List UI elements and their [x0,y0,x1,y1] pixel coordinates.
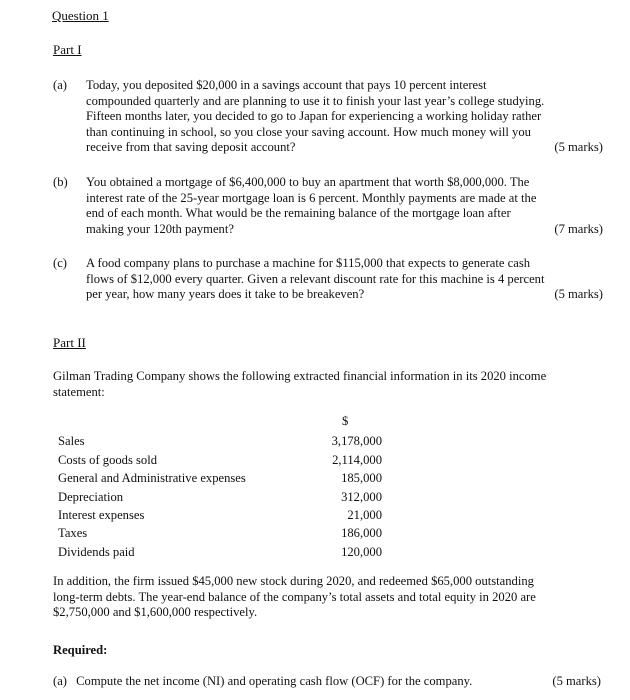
row-label: Interest expenses [58,507,145,522]
financial-table [58,433,382,562]
row-label: Depreciation [58,489,124,504]
text-line: long-term debts. The year-end balance of the company’s total assets and total equity in 2020 are [53,589,536,604]
question-title: Question 1 [52,8,109,23]
part-two-heading: Part II [53,335,86,350]
row-label: Taxes [58,526,88,541]
part-one-heading: Part I [53,42,82,57]
marks-label: (7 marks) [554,221,603,236]
text-line: Gilman Trading Company shows the following extracted financial information in its 2020 income [53,369,547,383]
text-line: end of each month. What would be the remaining balance of the mortgage loan after [86,206,511,221]
table-row [58,451,382,469]
text-line: Fifteen months later, you decided to go to Japan for experiencing a working holiday rather [86,109,542,124]
row-value: 186,000 [341,526,382,541]
item-label: (c) [53,256,67,270]
text-line: In addition, the firm issued $45,000 new stock during 2020, and redeemed $65,000 outstanding [53,574,534,588]
row-label: Sales [58,434,85,449]
text-line: receive from that saving deposit account? [86,140,296,155]
question-item-a [53,78,603,156]
table-row [58,507,382,525]
item-label: (a) [53,674,67,688]
table-row [58,543,382,561]
text-line: $2,750,000 and $1,600,000 respectively. [53,605,258,620]
question-item-c [53,256,603,303]
row-value: 3,178,000 [331,434,382,449]
text-line: statement: [53,384,105,399]
item-label: (a) [53,78,67,92]
row-value: 21,000 [347,507,382,522]
text-line: than continuing in school, so you close your saving account. How much money will you [86,124,531,139]
required-item-a [53,674,601,690]
row-label: General and Administrative expenses [58,471,246,486]
item-label: (b) [53,175,68,189]
marks-label: (5 marks) [552,674,601,688]
marks-label: (5 marks) [554,140,603,155]
question-item-b [53,175,603,237]
row-label: Costs of goods sold [58,452,158,467]
row-label: Dividends paid [58,544,135,559]
row-value: 312,000 [341,489,382,504]
table-row [58,525,382,543]
text-line: compounded quarterly and are planning to use it to finish your last year’s college studying. [86,93,545,108]
text-line: making your 120th payment? [86,221,234,236]
text-line: interest rate of the 25-year mortgage loan is 6 percent. Monthly payments are made at the [86,190,537,205]
marks-label: (5 marks) [554,287,603,302]
required-heading: Required: [53,643,108,657]
text-line: You obtained a mortgage of $6,400,000 to buy an apartment that worth $8,000,000. The [86,175,530,189]
addition-paragraph [53,574,601,621]
currency-header: $ [342,414,349,428]
text-line: flows of $12,000 every quarter. Given a relevant discount rate for this machine is 4 percent [86,271,545,286]
table-row [58,470,382,488]
table-row [58,433,382,451]
intro-paragraph [53,369,601,400]
row-value: 185,000 [341,471,382,486]
row-value: 2,114,000 [332,452,382,467]
table-row [58,488,382,506]
required-text: Compute the net income (NI) and operating cash flow (OCF) for the company. [76,674,473,688]
text-line: Today, you deposited $20,000 in a savings account that pays 10 percent interest [86,78,487,92]
text-line: A food company plans to purchase a machine for $115,000 that expects to generate cash [86,256,531,270]
text-line: per year, how many years does it take to be breakeven? [86,287,365,302]
row-value: 120,000 [341,544,382,559]
